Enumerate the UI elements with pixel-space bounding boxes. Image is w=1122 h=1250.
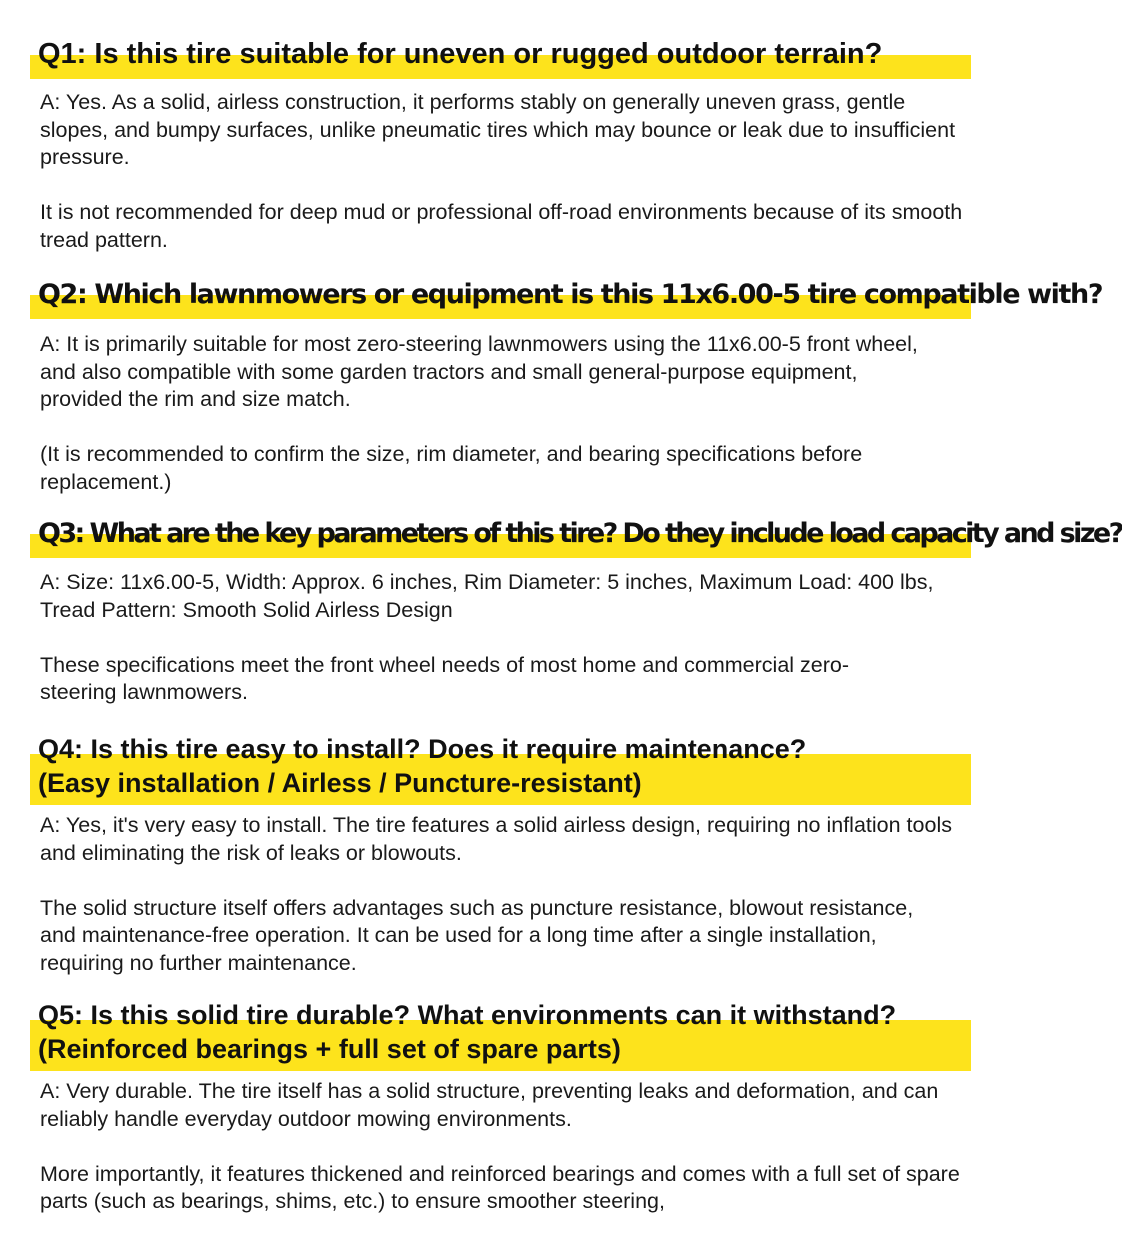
answer-paragraph: It is not recommended for deep mud or professional off-road environments because of its smooth tread pattern. [40, 200, 963, 252]
faq-item-1 [0, 34, 1000, 254]
question-heading: Q3: What are the key parameters of this tire? Do they include load capacity and size? [38, 518, 1122, 549]
question-block [0, 732, 1000, 805]
question-heading: Q1: Is this tire suitable for uneven or rugged outdoor terrain? [38, 38, 883, 70]
answer-block [0, 569, 1000, 707]
answer-paragraph: A: Very durable. The tire itself has a solid structure, preventing leaks and deformation, and can reliably handle everyday outdoor mowing environments. [40, 1079, 939, 1131]
question-heading: Q4: Is this tire easy to install? Does it require maintenance? (Easy installation / Airless / Puncture-resistant) [38, 734, 807, 798]
answer-block [0, 1078, 1000, 1216]
question-heading: Q2: Which lawnmowers or equipment is this 11x6.00-5 tire compatible with? [38, 279, 1103, 310]
answer-block [0, 812, 1000, 977]
faq-item-2 [0, 275, 1103, 496]
answer-paragraph: A: Size: 11x6.00-5, Width: Approx. 6 inches, Rim Diameter: 5 inches, Maximum Load: 400 lbs, Tread Pattern: Smooth Solid Airless Design [40, 570, 934, 622]
answer-paragraph: A: It is primarily suitable for most zero-steering lawnmowers using the 11x6.00-5 front wheel, and also compatible with some garden tractors and small general-purpose equipment, provided the rim and size match. [40, 332, 918, 411]
question-block [0, 514, 1122, 560]
faq-item-5 [0, 998, 1000, 1216]
faq-item-4 [0, 732, 1000, 977]
question-heading: Q5: Is this solid tire durable? What environments can it withstand? (Reinforced bearings + full set of spare parts) [38, 1000, 897, 1064]
answer-paragraph: These specifications meet the front wheel needs of most home and commercial zero-steering lawnmowers. [40, 652, 850, 704]
question-block [0, 275, 1103, 321]
answer-paragraph: (It is recommended to confirm the size, rim diameter, and bearing specifications before replacement.) [40, 442, 863, 494]
answer-paragraph: The solid structure itself offers advantages such as puncture resistance, blowout resistance, and maintenance-free operation. It can be used for a long time after a single installation, requiring no further maintenance. [40, 895, 914, 975]
answer-block [0, 89, 1000, 254]
faq-item-3 [0, 514, 1122, 707]
answer-paragraph: More importantly, it features thickened and reinforced bearings and comes with a full set of spare parts (such as bearings, shims, etc.) to ensure smoother steering, [40, 1161, 960, 1213]
question-block [0, 998, 1000, 1071]
answer-block [0, 331, 1000, 496]
answer-paragraph: A: Yes. As a solid, airless construction, it performs stably on generally uneven grass, gentle slopes, and bumpy surfaces, unlike pneumatic tires which may bounce or leak due to insufficient pressure. [40, 90, 956, 169]
question-block [0, 34, 1000, 80]
answer-paragraph: A: Yes, it's very easy to install. The tire features a solid airless design, requiring no inflation tools and eliminating the risk of leaks or blowouts. [40, 813, 952, 865]
